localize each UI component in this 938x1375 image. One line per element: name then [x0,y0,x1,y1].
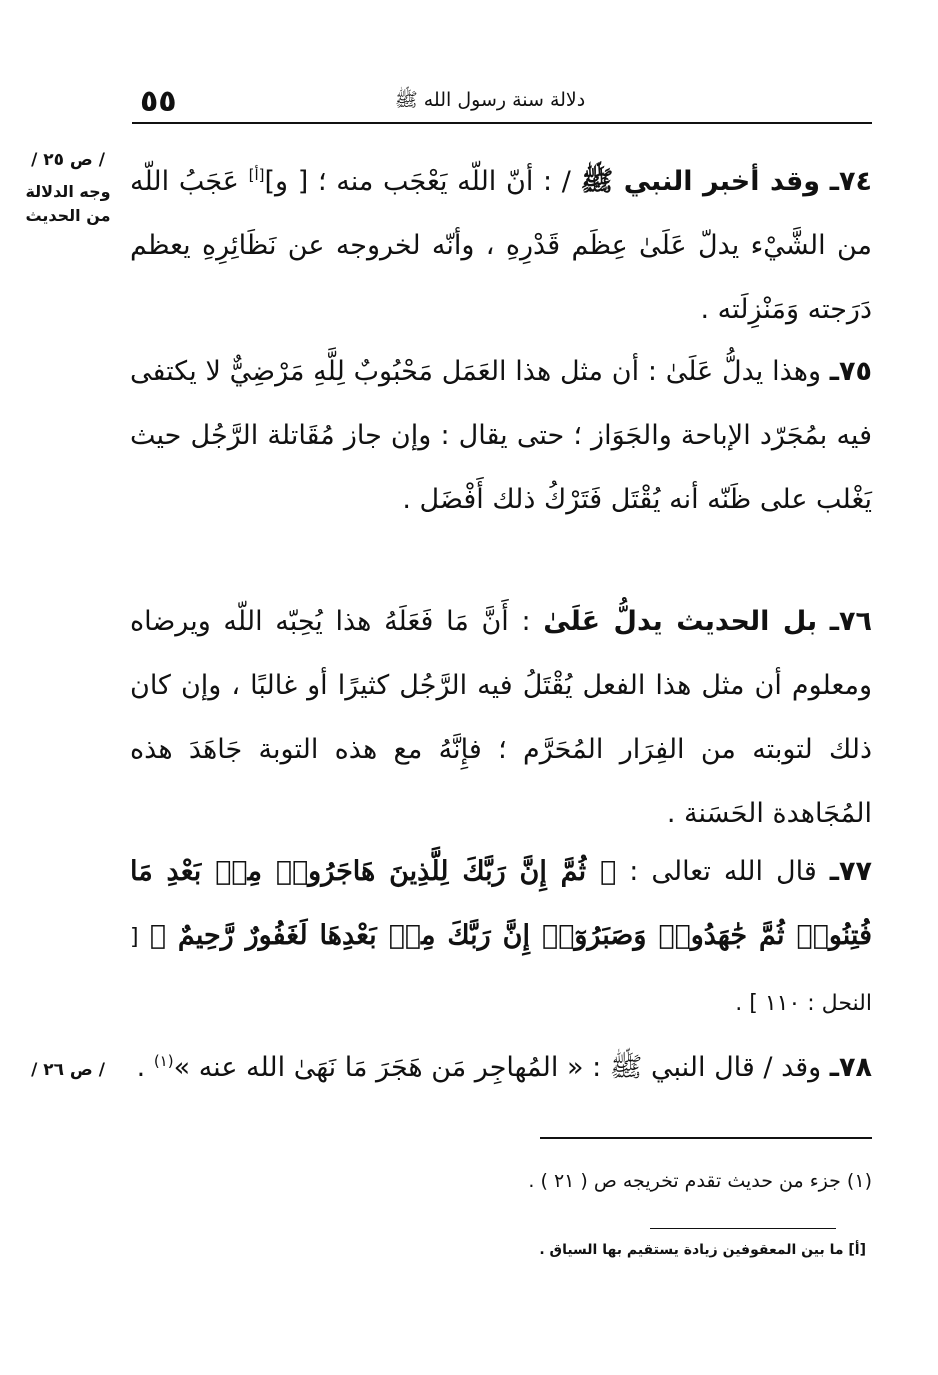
paragraph-text: / : أنّ اللّه يَعْجَب منه ؛ [ و] [264,166,571,197]
paragraph-78 [130,1036,872,1100]
paragraph-text: قال الله تعالى : [629,856,817,887]
paragraph-lead: وقد أخبر النبي ﷺ [580,166,821,197]
paragraph-77 [130,840,872,1036]
paragraph-number: ٧٨ـ [829,1052,872,1083]
paragraph-74 [130,150,872,342]
paragraph-number: ٧٤ـ [829,166,872,197]
header-rule [132,122,872,124]
margin-section-label: وجه الدلالة من الحديث [25,182,111,225]
margin-page-ref-25: / ص ٢٥ / [31,150,105,170]
paragraph-text: عَجَبُ اللّه من الشَّيْء يدلّ عَلَىٰ عِظَم قَدْرِهِ ، وأنّه لخروجه عن نَظَائِرِهِ يعظم دَرَجته وَمَنْزِلَته . [130,166,872,325]
running-title: دلالة سنة رسول الله ﷺ [394,89,586,111]
paragraph-text: : أَنَّ مَا فَعَلَهُ هذا يُحِبّه اللّه ويرضاه ومعلوم أن مثل هذا الفعل يُقْتَلُ فيه الرَّجُل كثيرًا أو غالبًا ، وإن كان ذلك لتوبته من الفِرَار المُحَرَّم ؛ فإِنَّهُ مع هذه التوبة جَاهَدَ هذه المُجَاهدة الحَسَنة . [130,606,872,829]
editorial-note-a: [أ] ما بين المعقوفين زيادة يستقيم بها السياق . [539,1242,866,1258]
margin-page-ref-26: / ص ٢٦ / [31,1060,105,1080]
footnote-1: (١) جزء من حديث تقدم تخريجه ص ( ٢١ ) . [528,1170,872,1192]
page-number: ٥٥ [140,84,177,119]
paragraph-end: . [136,1052,146,1083]
verse-reference: [ النحل : ١١٠ ] . [130,925,872,1016]
paragraph-lead: بل الحديث يدلُّ عَلَىٰ [543,606,818,637]
footnote-marker-1: (١) [153,1052,174,1070]
footnote-rule [540,1137,872,1139]
paragraph-number: ٧٦ـ [829,606,872,637]
footnote-marker-a: [أ] [248,166,265,184]
paragraph-text: وهذا يدلُّ عَلَىٰ : أن مثل هذا العَمَل مَحْبُوبٌ لِلَّهِ مَرْضِيٌّ لا يكتفى فيه بمُجَرّد الإباحة والجَوَاز ؛ حتى يقال : وإن جاز مُقَاتلة الرَّجُل حيث يَغْلب على ظَنّه أنه يُقْتَل فَتَرْكُ ذلك أَفْضَل . [130,356,872,515]
quran-verse: ﴿ ثُمَّ إِنَّ رَبَّكَ لِلَّذِينَ هَاجَرُوا۟ مِنۢ بَعْدِ مَا فُتِنُوا۟ ثُمَّ جَٰهَدُوا۟ وَصَبَرُوٓا۟ إِنَّ رَبَّكَ مِنۢ بَعْدِهَا لَغَفُورٌ رَّحِيمٌ ﴾ [130,856,872,951]
paragraph-text: وقد / قال النبي ﷺ : « المُهاجِر مَن هَجَرَ مَا نَهَىٰ الله عنه » [173,1052,822,1083]
editorial-note-rule [650,1228,836,1229]
paragraph-75 [130,340,872,532]
paragraph-number: ٧٥ـ [829,356,872,387]
paragraph-number: ٧٧ـ [829,856,872,887]
paragraph-76 [130,590,872,846]
